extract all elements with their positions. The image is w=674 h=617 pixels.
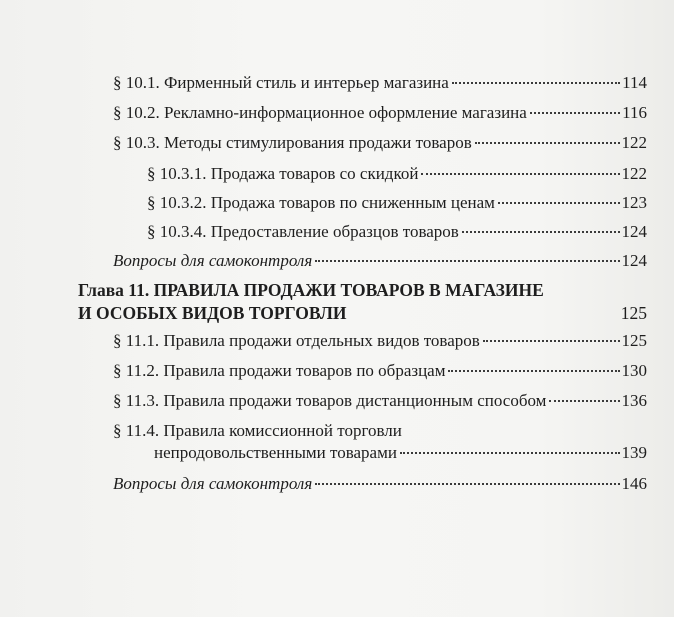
- dot-leader: [498, 202, 620, 204]
- toc-entry-10-3-4: [147, 222, 647, 242]
- toc-entry-page: 130: [621, 361, 647, 380]
- toc-entry-page: 125: [621, 331, 647, 350]
- toc-entry-10-3-1: [147, 164, 647, 184]
- chapter-11-heading: [78, 279, 544, 301]
- toc-entry-title: § 10.2. Рекламно-информационное оформление магазина: [113, 103, 527, 122]
- toc-entry-title: § 10.3.2. Продажа товаров по сниженным ценам: [147, 193, 495, 212]
- toc-entry-page: 136: [621, 391, 647, 410]
- toc-entry-10-3: [113, 133, 647, 153]
- toc-entry-title: Вопросы для самоконтроля: [113, 474, 313, 493]
- chapter-title-line-1: Глава 11. ПРАВИЛА ПРОДАЖИ ТОВАРОВ В МАГАЗИНЕ: [78, 280, 544, 300]
- dot-leader: [483, 340, 620, 342]
- dot-leader: [315, 260, 619, 262]
- toc-entry-title: § 10.1. Фирменный стиль и интерьер магазина: [113, 73, 449, 92]
- toc-entry-title: § 11.1. Правила продажи отдельных видов товаров: [113, 331, 480, 350]
- dot-leader: [421, 173, 619, 175]
- dot-leader: [462, 231, 620, 233]
- toc-entry-11-1: [113, 331, 647, 351]
- toc-entry-page: 124: [621, 222, 647, 241]
- toc-entry-page: 123: [621, 193, 647, 212]
- toc-entry-10-3-2: [147, 193, 647, 213]
- toc-entry-title: Вопросы для самоконтроля: [113, 251, 313, 270]
- toc-entry-10-2: [113, 103, 647, 123]
- toc-entry-page: 114: [622, 73, 647, 92]
- toc-entry-title: § 11.3. Правила продажи товаров дистанционным способом: [113, 391, 547, 410]
- dot-leader: [400, 452, 620, 454]
- toc-entry-page: 122: [621, 164, 647, 183]
- toc-entry-page: 139: [621, 443, 647, 462]
- dot-leader: [549, 400, 619, 402]
- toc-entry-11-3: [113, 391, 647, 411]
- toc-entry-page: 146: [621, 474, 647, 493]
- toc-entry-self-check-10: [113, 251, 647, 271]
- toc-entry-title-line-1: § 11.4. Правила комиссионной торговли: [113, 421, 402, 440]
- toc-entry-title: § 10.3.1. Продажа товаров со скидкой: [147, 164, 419, 183]
- dot-leader: [452, 82, 620, 84]
- toc-entry-11-4-continuation: [154, 443, 647, 463]
- toc-entry-page: 124: [621, 251, 647, 270]
- dot-leader: [448, 370, 619, 372]
- toc-entry-title: § 10.3. Методы стимулирования продажи товаров: [113, 133, 472, 152]
- toc-entry-title: § 10.3.4. Предоставление образцов товаров: [147, 222, 459, 241]
- dot-leader: [475, 142, 620, 144]
- toc-entry-10-1: [113, 73, 647, 93]
- toc-entry-page: 116: [622, 103, 647, 122]
- dot-leader: [315, 483, 619, 485]
- toc-entry-page: 122: [621, 133, 647, 152]
- chapter-title-line-2: И ОСОБЫХ ВИДОВ ТОРГОВЛИ: [78, 303, 347, 323]
- chapter-11-entry: [78, 302, 647, 324]
- toc-entry-title: § 11.2. Правила продажи товаров по образцам: [113, 361, 446, 380]
- toc-entry-title-line-2: непродовольственными товарами: [154, 443, 397, 462]
- dot-leader: [530, 112, 620, 114]
- toc-entry-self-check-11: [113, 474, 647, 494]
- toc-entry-page: 125: [620, 303, 647, 323]
- toc-entry-11-2: [113, 361, 647, 381]
